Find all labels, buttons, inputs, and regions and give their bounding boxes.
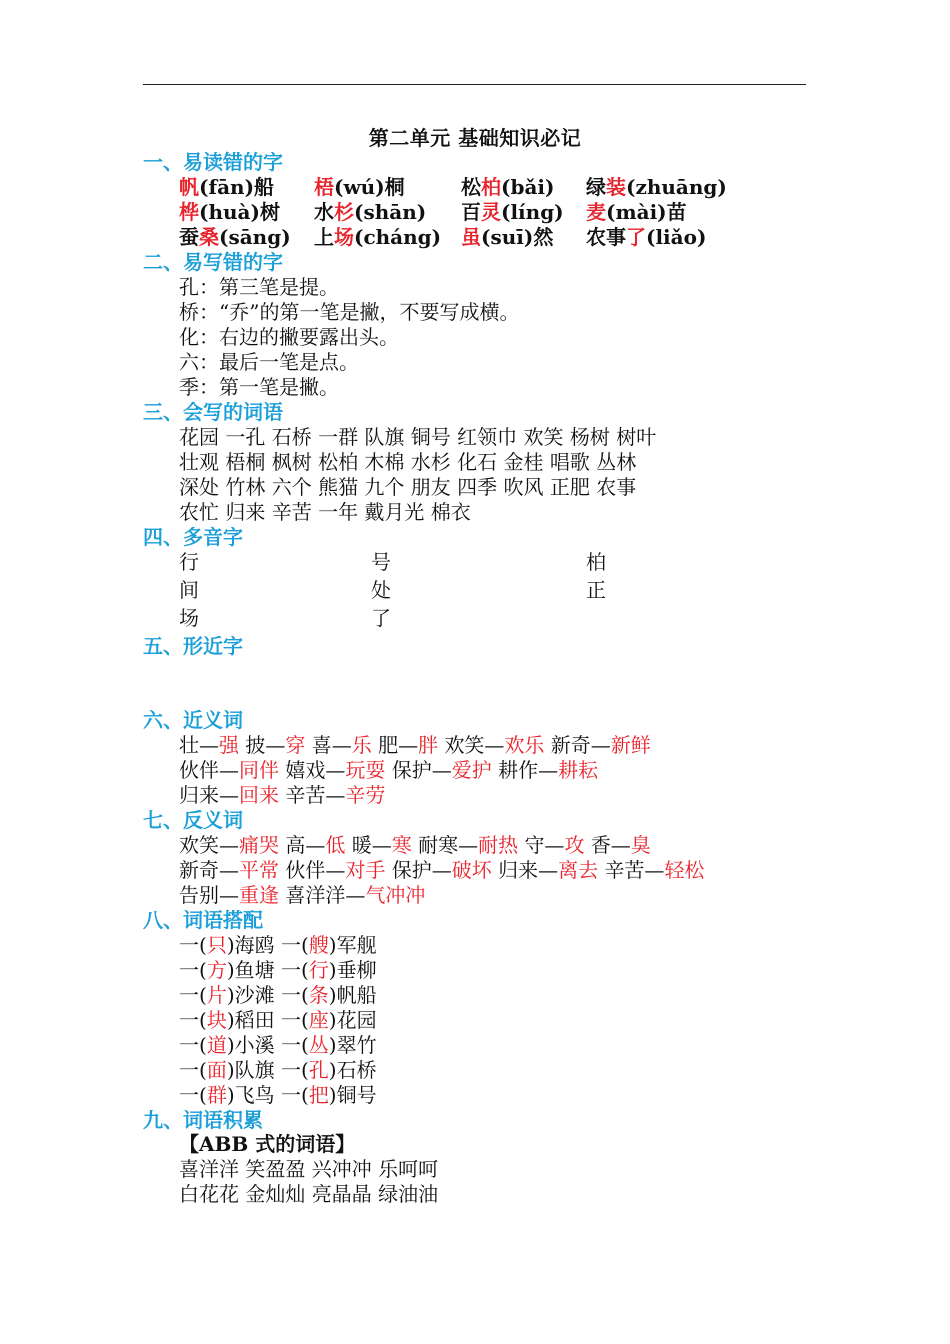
synonym-line: 伙伴—同伴 嬉戏—玩耍 保护—爱护 耕作—耕耘 — [179, 758, 599, 782]
word-line: 壮观 梧桐 枫树 松柏 木棉 水杉 化石 金桂 唱歌 丛林 — [179, 450, 637, 474]
polyphone-char: 了 — [371, 606, 391, 630]
writing-note: 桥：“乔”的第一笔是撇，不要写成横。 — [179, 300, 520, 324]
antonym-line: 欢笑—痛哭 高—低 暖—寒 耐寒—耐热 守—攻 香—臭 — [179, 833, 651, 857]
writing-note: 六：最后一笔是点。 — [179, 350, 359, 374]
pinyin-item: 上场(cháng) — [314, 225, 442, 249]
writing-note: 化：右边的撇要露出头。 — [179, 325, 399, 349]
writing-note: 孔：第三笔是提。 — [179, 275, 339, 299]
antonym-line: 告别—重逢 喜洋洋—气冲冲 — [179, 883, 426, 907]
subheading: 【ABB 式的词语】 — [179, 1132, 356, 1156]
word-line: 喜洋洋 笑盈盈 兴冲冲 乐呵呵 — [179, 1157, 439, 1181]
section-heading-1: 一、易读错的字 — [143, 150, 283, 174]
antonym-line: 新奇—平常 伙伴—对手 保护—破坏 归来—离去 辛苦—轻松 — [179, 858, 705, 882]
pinyin-item: 蚕桑(sāng) — [179, 225, 291, 249]
pinyin-item: 桦(huà)树 — [179, 200, 280, 224]
section-heading-7: 七、反义词 — [143, 808, 243, 832]
collocation-line: 一(块)稻田 一(座)花园 — [179, 1008, 377, 1032]
word-line: 深处 竹林 六个 熊猫 九个 朋友 四季 吹风 正肥 农事 — [179, 475, 637, 499]
word-line: 农忙 归来 辛苦 一年 戴月光 棉衣 — [179, 500, 471, 524]
section-heading-9: 九、词语积累 — [143, 1108, 263, 1132]
collocation-line: 一(道)小溪 一(丛)翠竹 — [179, 1033, 377, 1057]
collocation-line: 一(片)沙滩 一(条)帆船 — [179, 983, 377, 1007]
section-heading-2: 二、易写错的字 — [143, 250, 283, 274]
collocation-line: 一(方)鱼塘 一(行)垂柳 — [179, 958, 377, 982]
synonym-line: 壮—强 披—穿 喜—乐 肥—胖 欢笑—欢乐 新奇—新鲜 — [179, 733, 651, 757]
word-line: 白花花 金灿灿 亮晶晶 绿油油 — [179, 1182, 439, 1206]
pinyin-item: 虽(suī)然 — [461, 225, 554, 249]
polyphone-char: 号 — [371, 550, 391, 574]
pinyin-item: 百灵(líng) — [461, 200, 564, 224]
pinyin-item: 帆(fān)船 — [179, 175, 275, 199]
section-heading-8: 八、词语搭配 — [143, 908, 263, 932]
pinyin-item: 松柏(bǎi) — [461, 175, 555, 199]
collocation-line: 一(面)队旗 一(孔)石桥 — [179, 1058, 377, 1082]
collocation-line: 一(只)海鸥 一(艘)军舰 — [179, 933, 377, 957]
writing-note: 季：第一笔是撇。 — [179, 375, 339, 399]
header-rule — [143, 84, 806, 85]
section-heading-6: 六、近义词 — [143, 708, 243, 732]
polyphone-char: 场 — [179, 606, 199, 630]
page-title: 第二单元 基础知识必记 — [368, 126, 582, 150]
pinyin-item: 水杉(shān) — [314, 200, 427, 224]
polyphone-char: 柏 — [586, 550, 606, 574]
synonym-line: 归来—回来 辛苦—辛劳 — [179, 783, 386, 807]
section-heading-4: 四、多音字 — [143, 525, 243, 549]
word-line: 花园 一孔 石桥 一群 队旗 铜号 红领巾 欢笑 杨树 树叶 — [179, 425, 657, 449]
polyphone-char: 处 — [371, 578, 391, 602]
pinyin-item: 麦(mài)苗 — [586, 200, 687, 224]
collocation-line: 一(群)飞鸟 一(把)铜号 — [179, 1083, 377, 1107]
pinyin-item: 农事了(liǎo) — [586, 225, 707, 249]
pinyin-item: 梧(wú)桐 — [314, 175, 405, 199]
section-heading-5: 五、形近字 — [143, 634, 243, 658]
polyphone-char: 正 — [586, 578, 606, 602]
section-heading-3: 三、会写的词语 — [143, 400, 283, 424]
polyphone-char: 间 — [179, 578, 199, 602]
pinyin-item: 绿装(zhuāng) — [586, 175, 727, 199]
polyphone-char: 行 — [179, 550, 199, 574]
